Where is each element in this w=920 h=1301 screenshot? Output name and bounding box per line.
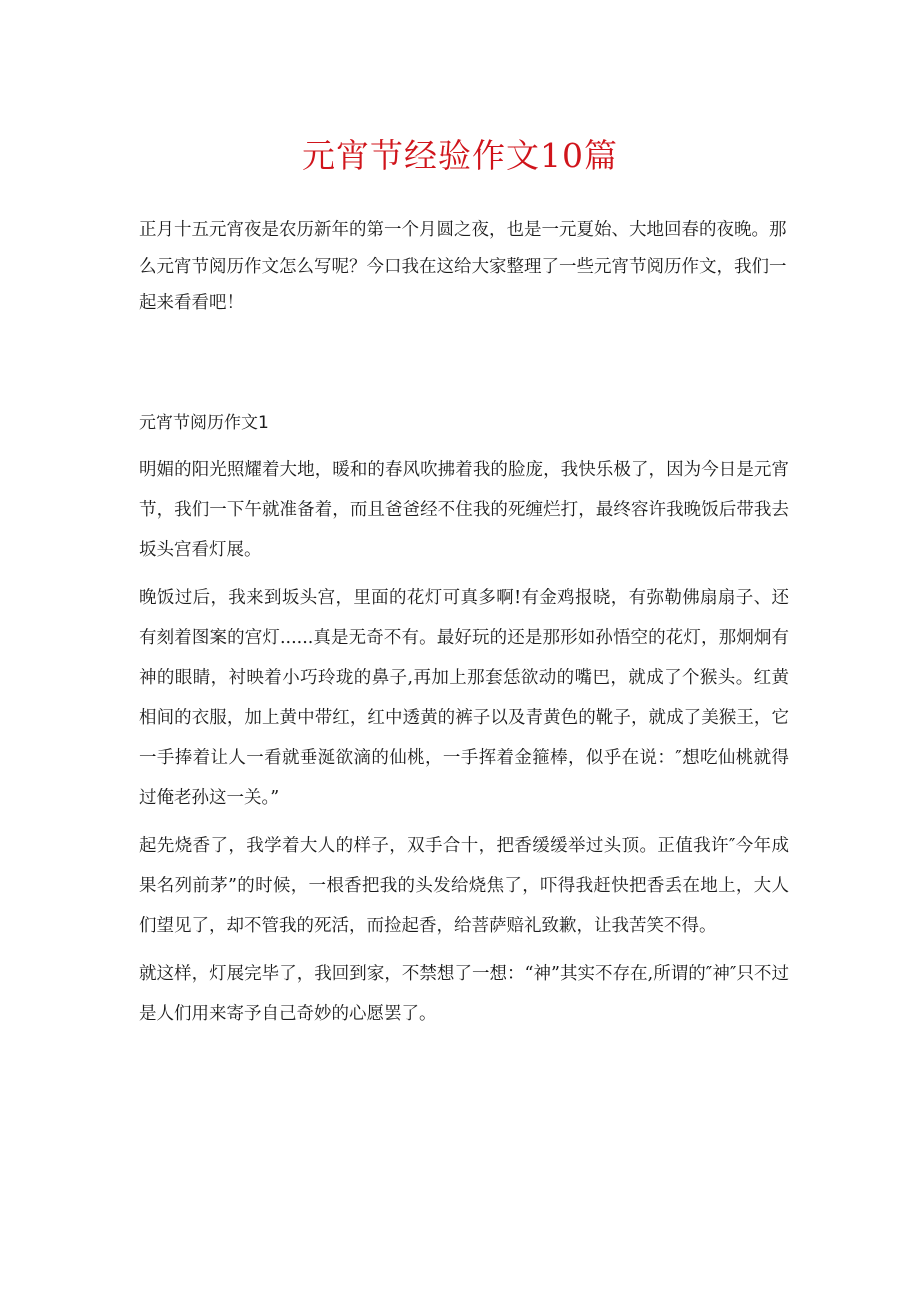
essay-body — [139, 450, 789, 1042]
essay-paragraph: 起先烧香了，我学着大人的样子，双手合十，把香缓缓举过头顶。正值我许″今年成果名列前茅”的时候，一根香把我的头发给烧焦了，吓得我赶快把香丢在地上，大人们望见了，却不管我的死活，而捡起香，给菩萨赔礼致歉，让我苦笑不得。 — [139, 836, 789, 936]
section-title: 元宵节阅历作文1 — [139, 413, 269, 433]
intro-paragraph: 正月十五元宵夜是农历新年的第一个月圆之夜，也是一元夏始、大地回春的夜晚。那么元宵节阅历作文怎么写呢？今口我在这给大家整理了一些元宵节阅历作文，我们一起来看看吧！ — [139, 220, 787, 313]
essay-paragraph: 明媚的阳光照耀着大地，暖和的春风吹拂着我的脸庞，我快乐极了，因为今日是元宵节，我们一下午就准备着，而且爸爸经不住我的死缠烂打，最终容许我晚饭后带我去坂头宫看灯展。 — [139, 460, 789, 560]
essay-paragraph: 就这样，灯展完毕了，我回到家，不禁想了一想：“神”其实不存在,所谓的″神″只不过是人们用来寄予自己奇妙的心愿罢了。 — [139, 964, 789, 1024]
essay-paragraph: 晚饭过后，我来到坂头宫，里面的花灯可真多啊!有金鸡报晓，有弥勒佛扇扇子、还有刻着图案的宫灯......真是无奇不有。最好玩的还是那形如孙悟空的花灯，那炯炯有神的眼睛，衬映着小巧玲珑的鼻子,再加上那套恁欲动的嘴巴，就成了个猴头。红黄相间的衣服，加上黄中带红，红中透黄的裤子以及青黄色的靴子，就成了美猴王，它一手捧着让人一看就垂涎欲滴的仙桃，一手挥着金箍棒，似乎在说：″想吃仙桃就得过俺老孙这一关。” — [139, 588, 789, 808]
document-title: 元宵节经验作文10篇 — [302, 136, 618, 175]
